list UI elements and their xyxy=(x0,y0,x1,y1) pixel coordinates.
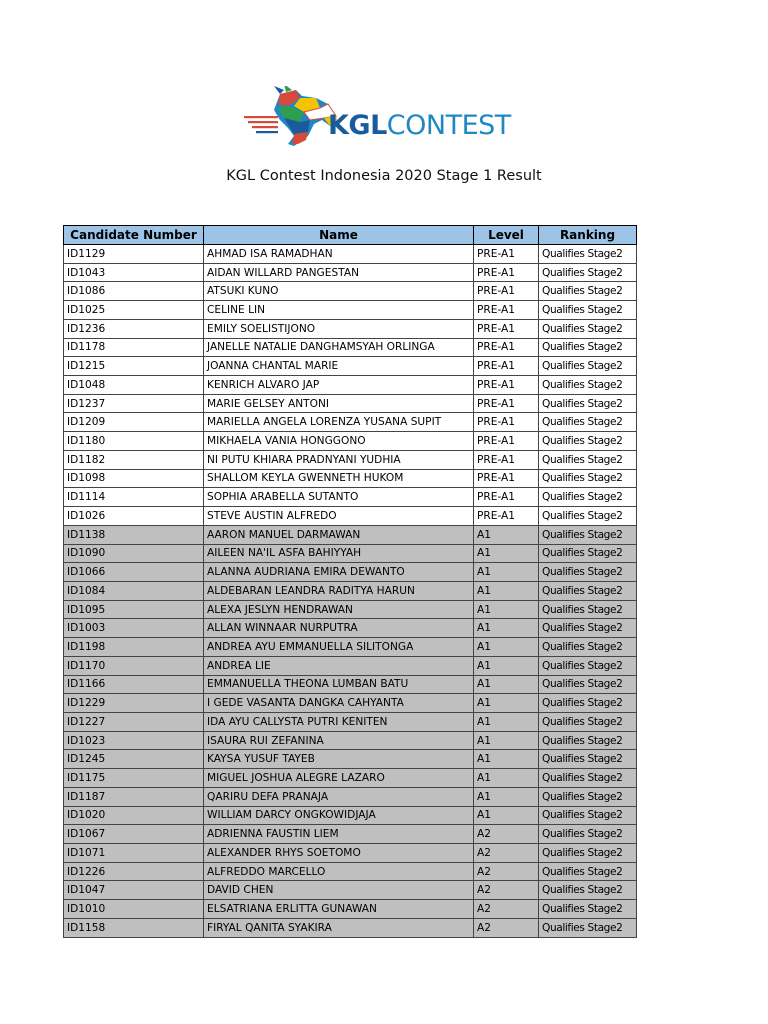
table-row xyxy=(64,787,637,806)
cell-level: A1 xyxy=(474,563,539,582)
cell-ranking: Qualifies Stage2 xyxy=(539,357,637,376)
table-row xyxy=(64,881,637,900)
cell-candidate-number: ID1066 xyxy=(64,563,204,582)
cell-candidate-number: ID1098 xyxy=(64,469,204,488)
cell-level: A1 xyxy=(474,750,539,769)
cell-ranking: Qualifies Stage2 xyxy=(539,450,637,469)
cell-ranking: Qualifies Stage2 xyxy=(539,507,637,526)
cell-candidate-number: ID1026 xyxy=(64,507,204,526)
cell-level: A1 xyxy=(474,600,539,619)
cell-level: PRE-A1 xyxy=(474,376,539,395)
header-ranking: Ranking xyxy=(539,226,637,245)
cell-candidate-number: ID1182 xyxy=(64,450,204,469)
cell-name: EMMANUELLA THEONA LUMBAN BATU xyxy=(204,675,474,694)
cell-level: A2 xyxy=(474,844,539,863)
table-row xyxy=(64,825,637,844)
cell-candidate-number: ID1198 xyxy=(64,638,204,657)
logo-wordmark xyxy=(328,110,511,142)
header-candidate-number: Candidate Number xyxy=(64,226,204,245)
cell-ranking: Qualifies Stage2 xyxy=(539,825,637,844)
cell-ranking: Qualifies Stage2 xyxy=(539,581,637,600)
kgl-contest-logo xyxy=(244,86,534,150)
cell-candidate-number: ID1090 xyxy=(64,544,204,563)
cell-level: PRE-A1 xyxy=(474,469,539,488)
table-row xyxy=(64,844,637,863)
cell-candidate-number: ID1025 xyxy=(64,301,204,320)
cell-candidate-number: ID1084 xyxy=(64,581,204,600)
cell-ranking: Qualifies Stage2 xyxy=(539,338,637,357)
header-level: Level xyxy=(474,226,539,245)
cell-level: A1 xyxy=(474,769,539,788)
cell-ranking: Qualifies Stage2 xyxy=(539,900,637,919)
cell-level: A2 xyxy=(474,862,539,881)
cell-candidate-number: ID1023 xyxy=(64,731,204,750)
cell-candidate-number: ID1048 xyxy=(64,376,204,395)
table-row xyxy=(64,638,637,657)
cell-level: PRE-A1 xyxy=(474,338,539,357)
cell-level: A1 xyxy=(474,787,539,806)
table-row xyxy=(64,731,637,750)
cell-name: AIDAN WILLARD PANGESTAN xyxy=(204,263,474,282)
cell-level: A1 xyxy=(474,619,539,638)
cell-name: JANELLE NATALIE DANGHAMSYAH ORLINGA xyxy=(204,338,474,357)
cell-level: A1 xyxy=(474,656,539,675)
table-row xyxy=(64,507,637,526)
cell-ranking: Qualifies Stage2 xyxy=(539,769,637,788)
table-row xyxy=(64,900,637,919)
cell-level: A1 xyxy=(474,525,539,544)
cell-ranking: Qualifies Stage2 xyxy=(539,319,637,338)
cell-name: ISAURA RUI ZEFANINA xyxy=(204,731,474,750)
table-row xyxy=(64,750,637,769)
cell-name: KAYSA YUSUF TAYEB xyxy=(204,750,474,769)
cell-name: ANDREA AYU EMMANUELLA SILITONGA xyxy=(204,638,474,657)
cell-level: A1 xyxy=(474,731,539,750)
cell-candidate-number: ID1180 xyxy=(64,432,204,451)
cell-candidate-number: ID1229 xyxy=(64,694,204,713)
cell-candidate-number: ID1166 xyxy=(64,675,204,694)
cell-name: ATSUKI KUNO xyxy=(204,282,474,301)
cell-ranking: Qualifies Stage2 xyxy=(539,432,637,451)
cell-name: SOPHIA ARABELLA SUTANTO xyxy=(204,488,474,507)
cell-ranking: Qualifies Stage2 xyxy=(539,525,637,544)
cell-candidate-number: ID1215 xyxy=(64,357,204,376)
cell-ranking: Qualifies Stage2 xyxy=(539,488,637,507)
cell-name: STEVE AUSTIN ALFREDO xyxy=(204,507,474,526)
table-row xyxy=(64,413,637,432)
cell-candidate-number: ID1187 xyxy=(64,787,204,806)
table-row xyxy=(64,394,637,413)
cell-level: A2 xyxy=(474,918,539,937)
table-row xyxy=(64,319,637,338)
table-row xyxy=(64,544,637,563)
cell-name: ALFREDDO MARCELLO xyxy=(204,862,474,881)
header-name: Name xyxy=(204,226,474,245)
cell-candidate-number: ID1043 xyxy=(64,263,204,282)
cell-ranking: Qualifies Stage2 xyxy=(539,376,637,395)
cell-candidate-number: ID1175 xyxy=(64,769,204,788)
cell-level: PRE-A1 xyxy=(474,450,539,469)
cell-candidate-number: ID1170 xyxy=(64,656,204,675)
cell-ranking: Qualifies Stage2 xyxy=(539,563,637,582)
cell-name: MARIE GELSEY ANTONI xyxy=(204,394,474,413)
cell-ranking: Qualifies Stage2 xyxy=(539,787,637,806)
cell-candidate-number: ID1086 xyxy=(64,282,204,301)
cell-name: FIRYAL QANITA SYAKIRA xyxy=(204,918,474,937)
cell-candidate-number: ID1226 xyxy=(64,862,204,881)
cell-name: DAVID CHEN xyxy=(204,881,474,900)
cell-level: PRE-A1 xyxy=(474,245,539,264)
results-table xyxy=(63,225,637,938)
cell-candidate-number: ID1158 xyxy=(64,918,204,937)
cell-ranking: Qualifies Stage2 xyxy=(539,806,637,825)
cell-ranking: Qualifies Stage2 xyxy=(539,844,637,863)
cell-level: A2 xyxy=(474,825,539,844)
cell-name: IDA AYU CALLYSTA PUTRI KENITEN xyxy=(204,712,474,731)
cell-ranking: Qualifies Stage2 xyxy=(539,301,637,320)
cell-ranking: Qualifies Stage2 xyxy=(539,656,637,675)
cell-name: NI PUTU KHIARA PRADNYANI YUDHIA xyxy=(204,450,474,469)
cell-candidate-number: ID1047 xyxy=(64,881,204,900)
cell-ranking: Qualifies Stage2 xyxy=(539,413,637,432)
cell-level: PRE-A1 xyxy=(474,432,539,451)
table-row xyxy=(64,338,637,357)
table-row xyxy=(64,263,637,282)
cell-ranking: Qualifies Stage2 xyxy=(539,600,637,619)
cell-level: PRE-A1 xyxy=(474,413,539,432)
cell-name: AILEEN NA'IL ASFA BAHIYYAH xyxy=(204,544,474,563)
cell-ranking: Qualifies Stage2 xyxy=(539,544,637,563)
table-row xyxy=(64,600,637,619)
logo-text-contest: CONTEST xyxy=(386,110,511,141)
cell-candidate-number: ID1010 xyxy=(64,900,204,919)
cell-name: ALEXA JESLYN HENDRAWAN xyxy=(204,600,474,619)
cell-level: PRE-A1 xyxy=(474,319,539,338)
cell-ranking: Qualifies Stage2 xyxy=(539,731,637,750)
cell-level: A1 xyxy=(474,544,539,563)
cell-level: A1 xyxy=(474,638,539,657)
cell-candidate-number: ID1114 xyxy=(64,488,204,507)
cell-level: A1 xyxy=(474,712,539,731)
cell-name: ELSATRIANA ERLITTA GUNAWAN xyxy=(204,900,474,919)
table-row xyxy=(64,376,637,395)
cell-ranking: Qualifies Stage2 xyxy=(539,918,637,937)
cell-ranking: Qualifies Stage2 xyxy=(539,638,637,657)
table-row xyxy=(64,357,637,376)
cell-level: PRE-A1 xyxy=(474,282,539,301)
cell-candidate-number: ID1129 xyxy=(64,245,204,264)
cell-level: PRE-A1 xyxy=(474,301,539,320)
page-title: KGL Contest Indonesia 2020 Stage 1 Result xyxy=(226,168,542,184)
cell-name: ALDEBARAN LEANDRA RADITYA HARUN xyxy=(204,581,474,600)
table-row xyxy=(64,918,637,937)
cell-ranking: Qualifies Stage2 xyxy=(539,712,637,731)
cell-level: A1 xyxy=(474,675,539,694)
cell-ranking: Qualifies Stage2 xyxy=(539,263,637,282)
table-row xyxy=(64,301,637,320)
cell-name: I GEDE VASANTA DANGKA CAHYANTA xyxy=(204,694,474,713)
table-row xyxy=(64,469,637,488)
cell-name: ALANNA AUDRIANA EMIRA DEWANTO xyxy=(204,563,474,582)
cell-level: PRE-A1 xyxy=(474,357,539,376)
cell-candidate-number: ID1020 xyxy=(64,806,204,825)
cell-level: A1 xyxy=(474,806,539,825)
cell-level: A1 xyxy=(474,694,539,713)
cell-name: CELINE LIN xyxy=(204,301,474,320)
cell-name: ANDREA LIE xyxy=(204,656,474,675)
cell-ranking: Qualifies Stage2 xyxy=(539,469,637,488)
cell-candidate-number: ID1095 xyxy=(64,600,204,619)
cell-candidate-number: ID1227 xyxy=(64,712,204,731)
cell-level: PRE-A1 xyxy=(474,507,539,526)
cell-ranking: Qualifies Stage2 xyxy=(539,881,637,900)
cell-level: PRE-A1 xyxy=(474,394,539,413)
cell-name: MARIELLA ANGELA LORENZA YUSANA SUPIT xyxy=(204,413,474,432)
table-row xyxy=(64,619,637,638)
cell-ranking: Qualifies Stage2 xyxy=(539,394,637,413)
table-row xyxy=(64,675,637,694)
table-row xyxy=(64,712,637,731)
table-row xyxy=(64,563,637,582)
cell-candidate-number: ID1245 xyxy=(64,750,204,769)
cell-candidate-number: ID1067 xyxy=(64,825,204,844)
table-row xyxy=(64,769,637,788)
cell-name: ALEXANDER RHYS SOETOMO xyxy=(204,844,474,863)
cell-level: PRE-A1 xyxy=(474,263,539,282)
cell-ranking: Qualifies Stage2 xyxy=(539,862,637,881)
logo-text-kgl: KGL xyxy=(328,110,387,141)
cell-candidate-number: ID1003 xyxy=(64,619,204,638)
cell-ranking: Qualifies Stage2 xyxy=(539,619,637,638)
cell-name: ADRIENNA FAUSTIN LIEM xyxy=(204,825,474,844)
cell-name: WILLIAM DARCY ONGKOWIDJAJA xyxy=(204,806,474,825)
table-row xyxy=(64,282,637,301)
cell-name: ALLAN WINNAAR NURPUTRA xyxy=(204,619,474,638)
cell-name: KENRICH ALVARO JAP xyxy=(204,376,474,395)
cell-candidate-number: ID1138 xyxy=(64,525,204,544)
table-row xyxy=(64,525,637,544)
table-row xyxy=(64,432,637,451)
table-row xyxy=(64,488,637,507)
cell-name: AARON MANUEL DARMAWAN xyxy=(204,525,474,544)
cell-name: MIKHAELA VANIA HONGGONO xyxy=(204,432,474,451)
cell-ranking: Qualifies Stage2 xyxy=(539,245,637,264)
cell-name: MIGUEL JOSHUA ALEGRE LAZARO xyxy=(204,769,474,788)
cell-candidate-number: ID1178 xyxy=(64,338,204,357)
cell-level: A1 xyxy=(474,581,539,600)
cell-candidate-number: ID1209 xyxy=(64,413,204,432)
table-row xyxy=(64,656,637,675)
cell-candidate-number: ID1237 xyxy=(64,394,204,413)
cell-name: JOANNA CHANTAL MARIE xyxy=(204,357,474,376)
cell-ranking: Qualifies Stage2 xyxy=(539,675,637,694)
cell-level: PRE-A1 xyxy=(474,488,539,507)
cell-name: AHMAD ISA RAMADHAN xyxy=(204,245,474,264)
cell-ranking: Qualifies Stage2 xyxy=(539,750,637,769)
results-table-body xyxy=(64,245,637,938)
cell-name: QARIRU DEFA PRANAJA xyxy=(204,787,474,806)
cell-ranking: Qualifies Stage2 xyxy=(539,694,637,713)
cell-candidate-number: ID1236 xyxy=(64,319,204,338)
cell-level: A2 xyxy=(474,881,539,900)
table-row xyxy=(64,806,637,825)
table-row xyxy=(64,581,637,600)
cell-level: A2 xyxy=(474,900,539,919)
cell-candidate-number: ID1071 xyxy=(64,844,204,863)
cell-name: SHALLOM KEYLA GWENNETH HUKOM xyxy=(204,469,474,488)
cell-ranking: Qualifies Stage2 xyxy=(539,282,637,301)
table-row xyxy=(64,245,637,264)
table-row xyxy=(64,694,637,713)
cell-name: EMILY SOELISTIJONO xyxy=(204,319,474,338)
table-row xyxy=(64,450,637,469)
table-row xyxy=(64,862,637,881)
table-header-row xyxy=(64,226,637,245)
